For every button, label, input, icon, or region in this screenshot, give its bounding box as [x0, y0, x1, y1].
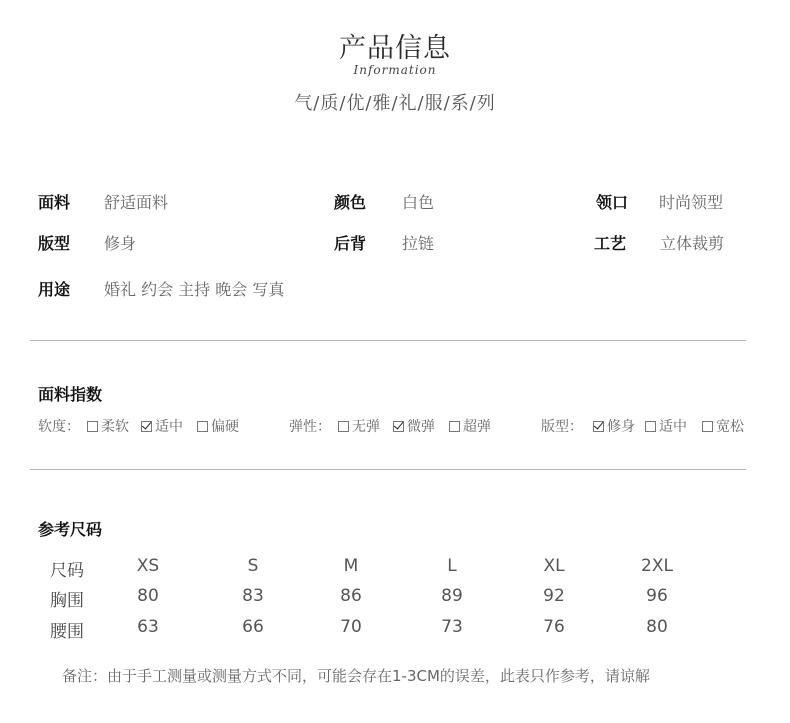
cell-waist-xs: 63	[137, 617, 159, 637]
cell-bust-xl: 92	[543, 586, 565, 606]
row-label-bust: 胸围	[50, 591, 84, 611]
title-script-subtitle: Information	[353, 63, 437, 77]
attr-value-color: 白色	[402, 193, 435, 212]
cell-size-m: M	[343, 556, 359, 576]
attr-value-fit: 修身	[104, 234, 137, 253]
attr-label-color: 颜色	[334, 193, 367, 212]
checkbox-icon	[197, 421, 208, 432]
softness-label: 软度：	[38, 419, 80, 435]
option-slim: 修身	[593, 416, 635, 436]
attr-label-usage: 用途	[38, 280, 71, 299]
checkbox-checked-icon	[141, 421, 152, 432]
divider-1	[30, 340, 746, 341]
attr-label-neckline: 领口	[596, 193, 629, 212]
checkbox-icon	[338, 421, 349, 432]
series-subtitle: 气/质/优/雅/礼/服/系/列	[294, 93, 496, 114]
page-title: 产品信息	[339, 33, 451, 64]
checkbox-icon	[702, 421, 713, 432]
cell-waist-s: 66	[242, 617, 264, 637]
option-medium-softness: 适中	[141, 416, 183, 436]
divider-2	[30, 469, 746, 470]
fit-label: 版型：	[541, 419, 583, 435]
checkbox-icon	[645, 421, 656, 432]
option-no-stretch: 无弹	[338, 416, 380, 436]
checkbox-icon	[449, 421, 460, 432]
attr-label-back: 后背	[334, 234, 367, 253]
size-chart-title: 参考尺码	[38, 520, 103, 539]
measurement-note: 备注：由于手工测量或测量方式不同，可能会存在1-3CM的误差，此表只作参考，请谅解	[62, 667, 650, 685]
row-label-waist: 腰围	[50, 622, 84, 642]
attr-value-usage: 婚礼 约会 主持 晚会 写真	[104, 280, 285, 299]
cell-bust-2xl: 96	[646, 586, 668, 606]
cell-bust-xs: 80	[137, 586, 159, 606]
option-slight-stretch: 微弹	[393, 416, 435, 436]
checkbox-checked-icon	[393, 421, 404, 432]
cell-bust-m: 86	[340, 586, 362, 606]
attr-label-fabric: 面料	[38, 193, 71, 212]
attr-label-fit: 版型	[38, 234, 71, 253]
elasticity-label: 弹性：	[289, 419, 331, 435]
cell-waist-2xl: 80	[646, 617, 668, 637]
attr-value-back: 拉链	[402, 234, 435, 253]
cell-bust-s: 83	[242, 586, 264, 606]
cell-size-2xl: 2XL	[641, 556, 673, 576]
option-regular-fit: 适中	[645, 416, 687, 436]
attr-value-neckline: 时尚领型	[659, 193, 724, 212]
attr-label-craft: 工艺	[594, 234, 627, 253]
cell-size-xl: XL	[543, 556, 565, 576]
cell-bust-l: 89	[441, 586, 463, 606]
cell-size-l: L	[447, 556, 457, 576]
attr-value-fabric: 舒适面料	[104, 193, 169, 212]
fabric-index-title: 面料指数	[38, 385, 103, 404]
option-hard: 偏硬	[197, 416, 239, 436]
cell-size-s: S	[247, 556, 259, 576]
option-super-stretch: 超弹	[449, 416, 491, 436]
checkbox-checked-icon	[593, 421, 604, 432]
option-soft: 柔软	[87, 416, 129, 436]
option-loose: 宽松	[702, 416, 744, 436]
row-label-size: 尺码	[50, 561, 84, 581]
cell-size-xs: XS	[136, 556, 160, 576]
cell-waist-m: 70	[340, 617, 362, 637]
cell-waist-xl: 76	[543, 617, 565, 637]
attr-value-craft: 立体裁剪	[660, 234, 725, 253]
checkbox-icon	[87, 421, 98, 432]
cell-waist-l: 73	[441, 617, 463, 637]
